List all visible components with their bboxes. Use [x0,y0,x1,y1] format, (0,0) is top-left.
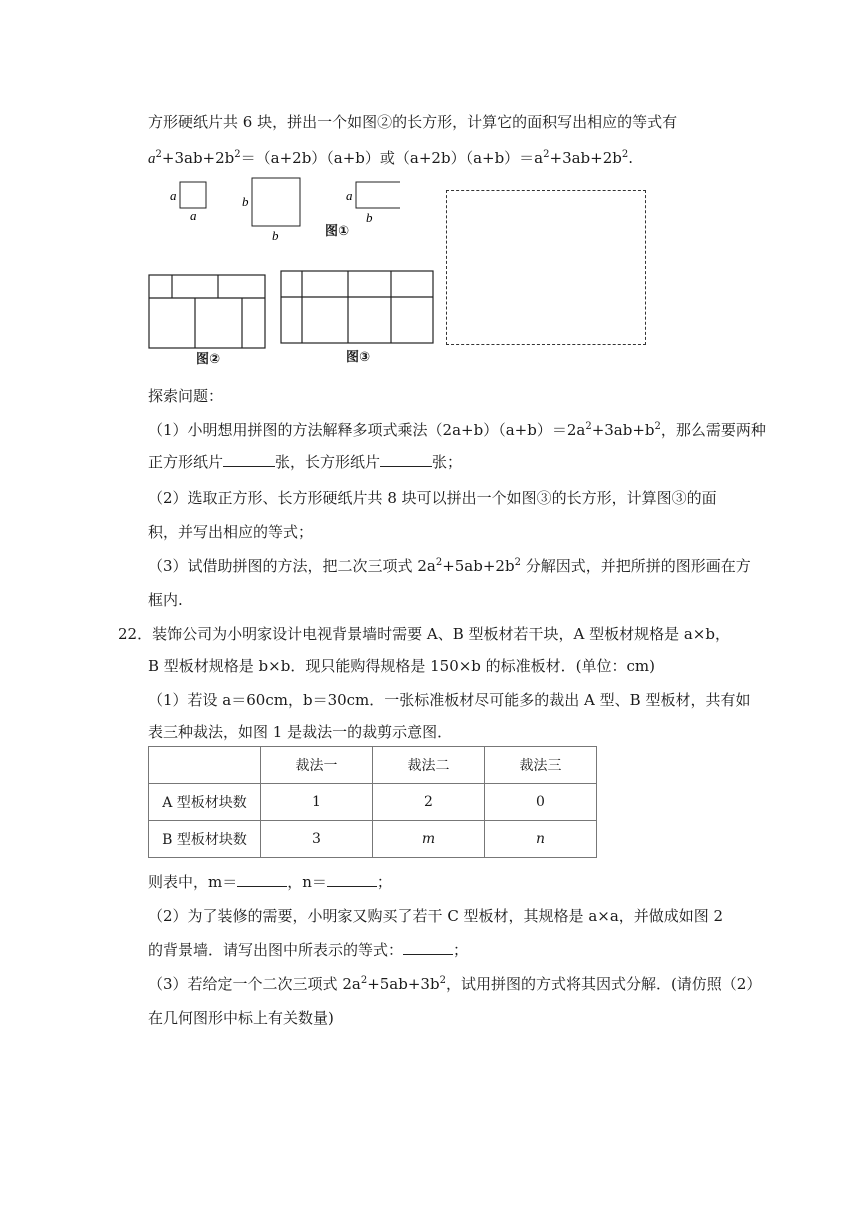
table-cell: m [373,821,485,858]
q22-part3-line2: 在几何图形中标上有关数量) [148,1009,334,1027]
answer-blank-m[interactable] [237,872,287,887]
explore-heading: 探索问题： [148,387,224,405]
figure-1 [160,172,400,248]
q22-part1-line1: （1）若设 a＝60cm，b＝30cm．一张标准板材尽可能多的裁出 A 型、B 型板材，共有如 [148,691,751,709]
table-row [149,784,597,821]
large-square-bottom-label: b [272,228,279,243]
answer-blank-equation[interactable] [403,940,453,955]
q21-part2-line1: （2）选取正方形、长方形硬纸片共 8 块可以拼出一个如图③的长方形，计算图③的面 [148,489,717,507]
table-header-cell: 裁法三 [485,747,597,784]
table-header-cell: 裁法一 [261,747,373,784]
table-answer-line: 则表中，m＝ ，n＝ ； [148,873,392,891]
q22-line1: 22．装饰公司为小明家设计电视背景墙时需要 A、B 型板材若干块，A 型板材规格是 a×b， [118,625,730,643]
drawing-box [446,190,646,345]
large-square-side-label: b [242,194,249,209]
q22-line2: B 型板材规格是 b×b．现只能购得规格是 150×b 的标准板材．(单位：cm) [148,657,655,675]
intro-line-1: 方形硬纸片共 6 块，拼出一个如图②的长方形，计算它的面积写出相应的等式有 [148,113,678,131]
q22-part3-line1: （3）若给定一个二次三项式 $2a^2+5ab+3b^2$，试用拼图的方式将其因式分解．(请仿照（2） [148,975,762,993]
small-square-bottom-label: a [190,208,197,223]
small-square-side-label: a [170,188,177,203]
answer-blank-square[interactable] [223,452,275,467]
q21-part1-line1: （1）小明想用拼图的方法解释多项式乘法$(2a+b)(a+b)=2a^2+3ab+b^2$，那么需要两种 [148,421,766,439]
table-cell: A 型板材块数 [149,784,261,821]
fig3-caption: 图③ [346,350,371,365]
fig2-caption: 图② [196,352,221,367]
fig1-caption: 图① [325,224,350,239]
answer-blank-n[interactable] [327,872,377,887]
q21-part3-line2: 框内. [148,591,183,609]
q22-part1-line2: 表三种裁法，如图 1 是裁法一的裁剪示意图． [148,723,453,741]
answer-blank-rectangle[interactable] [380,452,432,467]
table-cell: 0 [485,784,597,821]
cutting-methods-table [148,746,597,858]
figure-2 [148,274,268,354]
rectangle-bottom-label: b [366,210,373,225]
table-cell: 1 [261,784,373,821]
table-header-row [149,747,597,784]
intro-line-2: $a^2+3ab+2b^2=(a+2b)(a+b)$或$(a+2b)(a+b)=a^2+3ab+2b^2$. [148,149,634,167]
q21-part2-line2: 积，并写出相应的等式； [148,523,314,541]
table-cell: n [485,821,597,858]
table-cell: 3 [261,821,373,858]
table-cell: 2 [373,784,485,821]
q21-part3-line1: （3）试借助拼图的方法，把二次三项式 $2a^2+5ab+2b^2$ 分解因式，并把所拼的图形画在方 [148,557,751,575]
q22-part2-line1: （2）为了装修的需要，小明家又购买了若干 C 型板材，其规格是 a×a，并做成如图 2 [148,907,724,925]
table-header-cell [149,747,261,784]
figure-3 [280,270,436,350]
table-cell: B 型板材块数 [149,821,261,858]
table-row [149,821,597,858]
table-header-cell: 裁法二 [373,747,485,784]
q22-part2-line2: 的背景墙．请写出图中所表示的等式： ； [148,941,469,959]
q21-part1-line2: 正方形纸片 张，长方形纸片 张； [148,453,463,471]
rectangle-side-label: a [346,188,353,203]
